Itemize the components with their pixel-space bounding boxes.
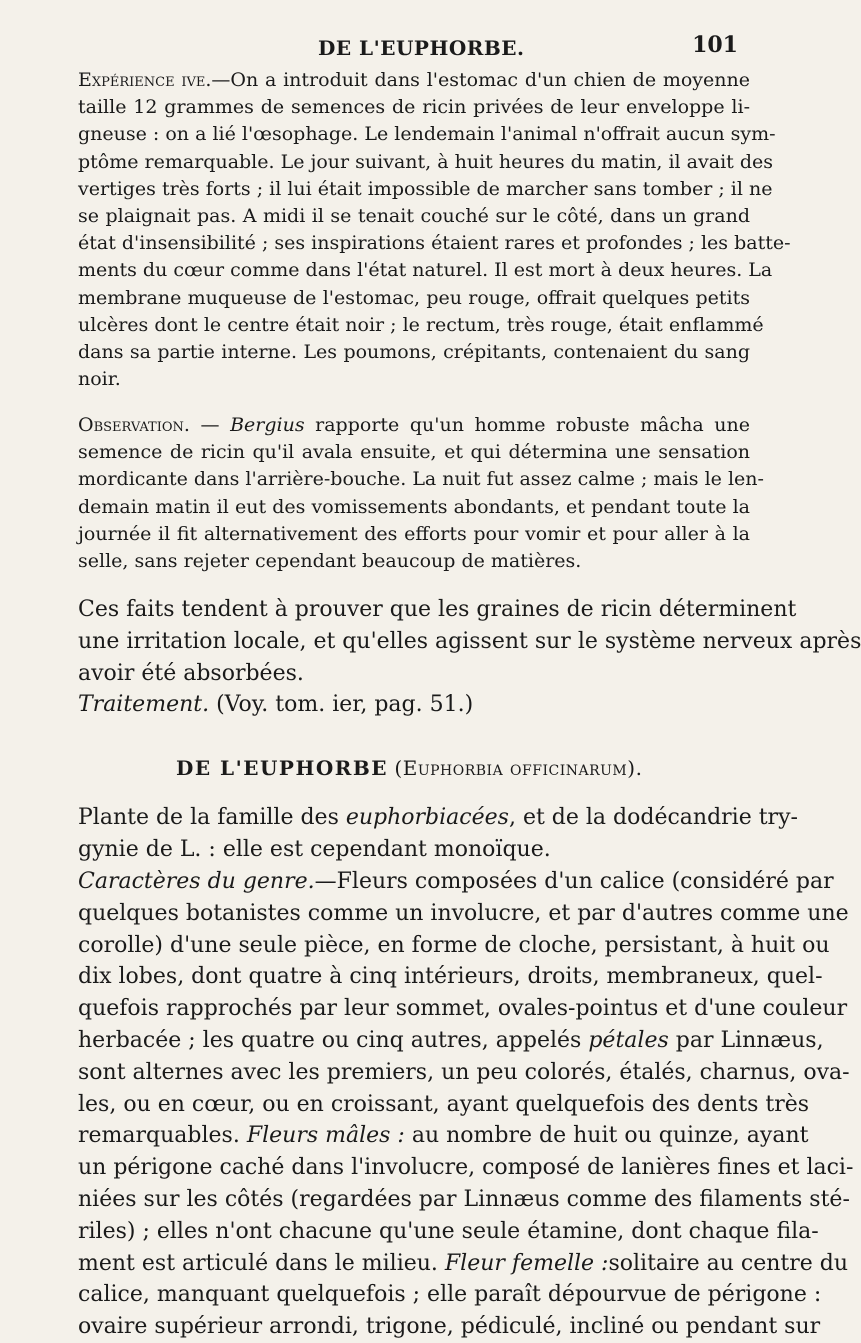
section-latin-name: (Euphorbia officinarum). <box>394 756 643 780</box>
observation-label: Observation. <box>78 414 190 436</box>
text-line: remarquables. Fleurs mâles : au nombre de huit ou quinze, ayant <box>78 1123 809 1149</box>
section-heading <box>176 756 642 780</box>
text-line: semence de ricin qu'il avala ensuite, et qui détermina une sensation <box>78 441 750 464</box>
text-line: Plante de la famille des euphorbiacées, et de la dodécandrie try- <box>78 805 798 830</box>
text-line: vertiges très forts ; il lui était impossible de marcher sans tomber ; il ne <box>78 177 773 200</box>
traitement-line <box>78 689 750 721</box>
text-line: gneuse : on a lié l'œsophage. Le lendemain l'animal n'offrait aucun sym- <box>78 123 776 146</box>
text-line: quefois rapprochés par leur sommet, ovales-pointus et d'une couleur <box>78 996 848 1022</box>
text-line: noir. <box>78 368 121 391</box>
text-line: riles) ; elles n'ont chacune qu'une seule étamine, dont chaque fila- <box>78 1218 819 1244</box>
text-line: une irritation locale, et qu'elles agissent sur le système nerveux après <box>78 628 861 654</box>
text-line: quelques botanistes comme un involucre, et par d'autres comme une <box>78 900 849 926</box>
text-line: dix lobes, dont quatre à cinq intérieurs, droits, membraneux, quel- <box>78 964 823 990</box>
caracteres-paragraph <box>78 866 854 1343</box>
text-line: demain matin il eut des vomissements abondants, et pendant toute la <box>78 495 750 518</box>
page-header <box>0 32 800 66</box>
text-line: ment est articulé dans le milieu. Fleur femelle :solitaire au centre du <box>78 1250 849 1276</box>
page-number: 101 <box>692 32 738 58</box>
caracteres-label: Caractères du genre. <box>78 869 315 894</box>
family-name: euphorbiacées <box>345 805 509 830</box>
text-line: un périgone caché dans l'involucre, composé de lanières fines et laci- <box>78 1155 854 1181</box>
text-line: Expérience ive.—On a introduit dans l'estomac d'un chien de moyenne <box>78 69 750 91</box>
conclusion-paragraph <box>78 594 861 721</box>
running-title: DE L'EUPHORBE. <box>318 36 525 60</box>
text-line: niées sur les côtés (regardées par Linnæus comme des filaments sté- <box>78 1186 850 1212</box>
text-line: membrane muqueuse de l'estomac, peu rouge, offrait quelques petits <box>78 286 750 309</box>
text-line: corolle) d'une seule pièce, en forme de cloche, persistant, à huit ou <box>78 932 830 958</box>
text-line: ulcères dont le centre était noir ; le rectum, très rouge, était enflammé <box>78 313 764 336</box>
text-line: Observation. — Bergius rapporte qu'un homme robuste mâcha une <box>78 414 750 436</box>
text-line: sont alternes avec les premiers, un peu colorés, étalés, charnus, ova- <box>78 1059 850 1085</box>
text-line: Caractères du genre.—Fleurs composées d'un calice (considéré par <box>78 869 834 894</box>
experience-paragraph <box>78 67 791 393</box>
petales-term: pétales <box>588 1027 669 1053</box>
traitement-label: Traitement. <box>78 692 210 718</box>
traitement-reference: (Voy. tom. ier, pag. 51.) <box>209 692 474 718</box>
text-line: ments du cœur comme dans l'état naturel. Il est mort à deux heures. La <box>78 259 773 282</box>
text-line: Ces faits tendent à prouver que les graines de ricin déterminent <box>78 597 797 622</box>
text-line: selle, sans rejeter cependant beaucoup de matières. <box>78 550 582 573</box>
text-line: ovaire supérieur arrondi, trigone, pédiculé, incliné ou pendant sur <box>78 1314 821 1340</box>
text-line: les, ou en cœur, ou en croissant, ayant quelquefois des dents très <box>78 1091 810 1117</box>
author-name: Bergius <box>230 414 305 436</box>
text-line: calice, manquant quelquefois ; elle paraît dépourvue de périgone : <box>78 1282 822 1308</box>
text-line: journée il fit alternativement des efforts pour vomir et pour aller à la <box>78 522 750 545</box>
text-line: état d'insensibilité ; ses inspirations étaient rares et profondes ; les batte- <box>78 232 791 255</box>
text-line: dans sa partie interne. Les poumons, crépitants, contenaient du sang <box>78 341 750 364</box>
plante-paragraph <box>78 802 798 866</box>
observation-paragraph <box>78 412 764 575</box>
text-line: mordicante dans l'arrière-bouche. La nuit fut assez calme ; mais le len- <box>78 468 764 491</box>
text-line: taille 12 grammes de semences de ricin privées de leur enveloppe li- <box>78 96 750 119</box>
text-line: avoir été absorbées. <box>78 660 304 686</box>
text-line: se plaignait pas. A midi il se tenait couché sur le côté, dans un grand <box>78 205 750 228</box>
fleur-femelle-term: Fleur femelle : <box>444 1250 609 1276</box>
fleurs-males-term: Fleurs mâles : <box>246 1123 405 1149</box>
text-line: ptôme remarquable. Le jour suivant, à huit heures du matin, il avait des <box>78 150 773 173</box>
text-line: herbacée ; les quatre ou cinq autres, appelés pétales par Linnæus, <box>78 1027 824 1053</box>
experience-label: Expérience ive. <box>78 69 212 91</box>
section-title: DE L'EUPHORBE <box>176 756 389 780</box>
text-line: gynie de L. : elle est cependant monoïque. <box>78 836 551 862</box>
